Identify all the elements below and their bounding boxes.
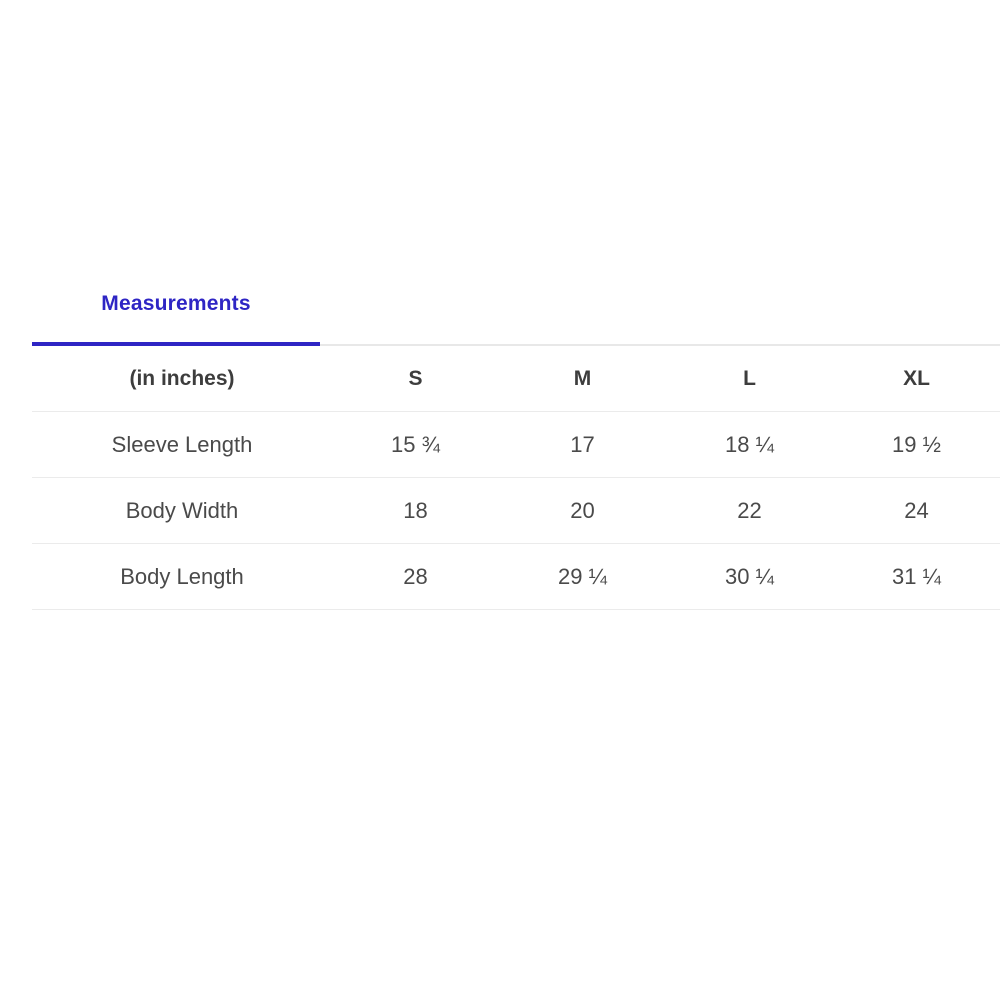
column-header-l: L bbox=[666, 346, 833, 412]
table-header-row bbox=[32, 346, 1000, 412]
measurements-panel bbox=[32, 262, 1000, 610]
cell-body-length-s: 28 bbox=[332, 544, 499, 610]
table-header bbox=[32, 346, 1000, 412]
cell-body-length-xl: 31 ¼ bbox=[833, 544, 1000, 610]
measurements-table bbox=[32, 346, 1000, 610]
cell-sleeve-length-s: 15 ¾ bbox=[332, 412, 499, 478]
column-header-m: M bbox=[499, 346, 666, 412]
cell-body-length-m: 29 ¼ bbox=[499, 544, 666, 610]
table-row bbox=[32, 544, 1000, 610]
cell-body-length-l: 30 ¼ bbox=[666, 544, 833, 610]
row-label-body-length: Body Length bbox=[32, 544, 332, 610]
table-row bbox=[32, 412, 1000, 478]
cell-body-width-xl: 24 bbox=[833, 478, 1000, 544]
cell-sleeve-length-m: 17 bbox=[499, 412, 666, 478]
column-header-xl: XL bbox=[833, 346, 1000, 412]
row-label-sleeve-length: Sleeve Length bbox=[32, 412, 332, 478]
tab-measurements[interactable] bbox=[32, 262, 320, 346]
tab-bar bbox=[32, 262, 1000, 346]
cell-sleeve-length-xl: 19 ½ bbox=[833, 412, 1000, 478]
cell-sleeve-length-l: 18 ¼ bbox=[666, 412, 833, 478]
column-header-unit: (in inches) bbox=[32, 346, 332, 412]
cell-body-width-s: 18 bbox=[332, 478, 499, 544]
column-header-s: S bbox=[332, 346, 499, 412]
table-body bbox=[32, 412, 1000, 610]
cell-body-width-l: 22 bbox=[666, 478, 833, 544]
cell-body-width-m: 20 bbox=[499, 478, 666, 544]
tab-measurements-label: Measurements bbox=[101, 292, 251, 315]
row-label-body-width: Body Width bbox=[32, 478, 332, 544]
table-row bbox=[32, 478, 1000, 544]
tab-active-indicator bbox=[32, 342, 320, 346]
